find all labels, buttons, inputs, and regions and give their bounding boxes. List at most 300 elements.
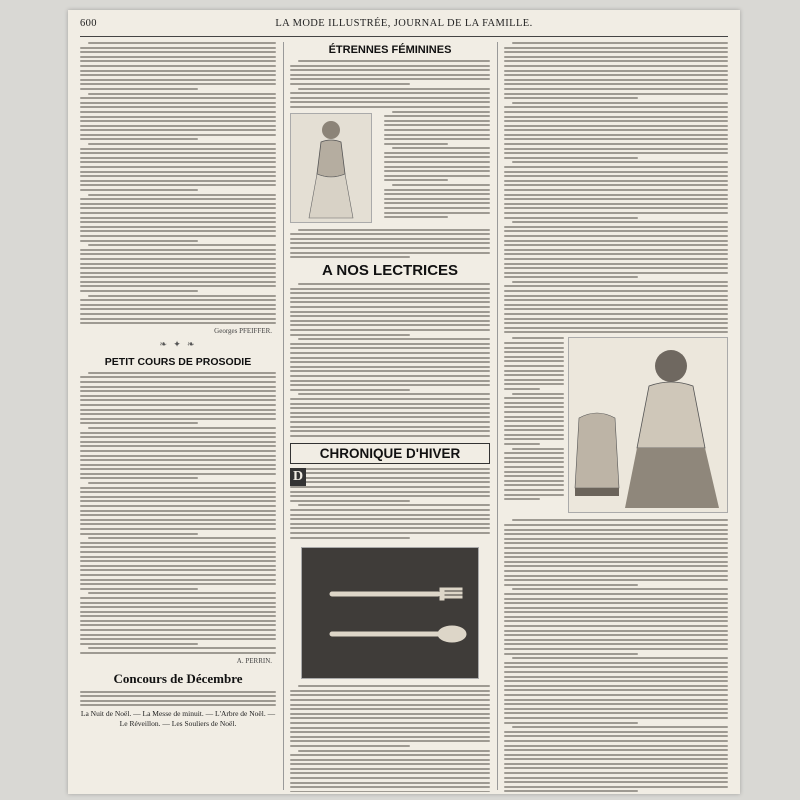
text-line	[504, 212, 728, 214]
text-line	[290, 527, 490, 529]
text-line	[504, 498, 540, 500]
text-line	[504, 570, 728, 572]
text-line	[80, 473, 276, 475]
text-line	[290, 518, 490, 520]
text-line	[80, 281, 276, 283]
text-line	[80, 56, 276, 58]
text-line	[504, 374, 564, 376]
text-line	[504, 189, 728, 191]
text-line	[290, 491, 490, 493]
text-line	[80, 496, 276, 498]
text-line	[80, 468, 276, 470]
text-line	[80, 166, 276, 168]
text-line	[504, 694, 728, 696]
text-line	[80, 285, 276, 287]
text-line	[290, 292, 490, 294]
text-line	[504, 79, 728, 81]
text-line	[80, 70, 276, 72]
text-line	[290, 509, 490, 511]
text-line	[504, 429, 564, 431]
text-line	[290, 256, 410, 258]
text-line	[504, 97, 638, 99]
text-line	[80, 318, 276, 320]
text-line	[80, 422, 198, 424]
text-line	[290, 727, 490, 729]
text-line	[80, 120, 276, 122]
text-line	[504, 533, 728, 535]
column-divider	[497, 42, 498, 790]
text-line	[504, 116, 728, 118]
text-line	[80, 615, 276, 617]
text-line	[80, 207, 276, 209]
text-line	[504, 671, 728, 673]
text-line	[290, 78, 490, 80]
text-line	[384, 143, 448, 145]
text-line	[290, 782, 490, 784]
text-line	[504, 249, 728, 251]
text-line	[80, 597, 276, 599]
text-line	[80, 505, 276, 507]
text-line	[504, 685, 728, 687]
text-line	[504, 717, 728, 719]
text-line	[290, 708, 490, 710]
text-line	[80, 395, 276, 397]
column-divider	[283, 42, 284, 790]
text-line	[504, 740, 728, 742]
text-line	[80, 116, 276, 118]
text-line	[80, 455, 276, 457]
text-line	[80, 464, 276, 466]
text-line	[80, 652, 276, 654]
text-line	[290, 486, 490, 488]
woman-corset-drawing	[291, 114, 371, 222]
text-line	[80, 695, 276, 697]
text-line	[290, 352, 490, 354]
page-number: 600	[80, 18, 97, 29]
text-line	[504, 494, 564, 496]
text-line	[504, 125, 728, 127]
text-line	[504, 434, 564, 436]
etrennes-figure-block	[290, 111, 490, 229]
text-line	[80, 152, 276, 154]
text-line	[290, 435, 490, 437]
text-line	[290, 740, 490, 742]
text-line	[504, 489, 564, 491]
text-line	[512, 393, 564, 395]
text-line	[504, 138, 728, 140]
text-line	[80, 556, 276, 558]
text-line	[80, 226, 276, 228]
text-line	[504, 575, 728, 577]
text-line	[80, 491, 276, 493]
article-text-etrennes	[290, 60, 490, 108]
text-line	[504, 602, 728, 604]
text-line	[80, 290, 198, 292]
text-line	[80, 602, 276, 604]
text-line	[504, 111, 728, 113]
text-line	[298, 338, 490, 340]
text-line	[88, 592, 276, 594]
text-line	[504, 547, 728, 549]
text-line	[290, 233, 490, 235]
text-line	[290, 329, 490, 331]
text-line	[80, 60, 276, 62]
text-line	[290, 403, 490, 405]
text-line	[80, 157, 276, 159]
text-line	[384, 124, 490, 126]
text-line	[504, 722, 638, 724]
text-line	[290, 74, 490, 76]
text-line	[80, 624, 276, 626]
text-line	[290, 375, 490, 377]
text-line	[504, 598, 728, 600]
text-line	[504, 207, 728, 209]
text-line	[80, 272, 276, 274]
text-line	[504, 313, 728, 315]
text-line	[504, 607, 728, 609]
text-line	[504, 318, 728, 320]
text-line	[80, 221, 276, 223]
text-line	[504, 304, 728, 306]
text-line	[504, 630, 728, 632]
text-line	[504, 593, 728, 595]
text-line	[80, 111, 276, 113]
text-line	[504, 194, 728, 196]
text-line	[504, 731, 728, 733]
article-text-lectrices	[290, 283, 490, 437]
journal-title: LA MODE ILLUSTRÉE, JOURNAL DE LA FAMILLE.	[275, 18, 533, 29]
text-line	[80, 459, 276, 461]
text-line	[290, 713, 490, 715]
article-signature: Georges PFEIFFER.	[214, 326, 272, 335]
text-line	[504, 680, 728, 682]
text-line	[504, 70, 728, 72]
text-line	[80, 308, 276, 310]
text-line	[290, 297, 490, 299]
text-line	[80, 83, 276, 85]
text-line	[504, 203, 728, 205]
text-line	[80, 161, 276, 163]
text-line	[504, 83, 728, 85]
text-line	[504, 611, 728, 613]
text-line	[80, 299, 276, 301]
text-line	[290, 380, 490, 382]
text-line	[290, 320, 490, 322]
text-line	[504, 171, 728, 173]
text-line	[504, 56, 728, 58]
text-line	[504, 276, 638, 278]
text-line	[80, 565, 276, 567]
text-line	[290, 745, 410, 747]
text-line	[80, 450, 276, 452]
text-line	[290, 398, 490, 400]
text-line	[80, 579, 276, 581]
text-line	[80, 65, 276, 67]
text-line	[504, 542, 728, 544]
text-line	[80, 700, 276, 702]
text-line	[512, 448, 564, 450]
text-line	[290, 472, 490, 474]
text-line	[504, 411, 564, 413]
text-line	[80, 606, 276, 608]
text-line	[80, 106, 276, 108]
text-line	[384, 134, 490, 136]
text-line	[290, 407, 490, 409]
text-line	[504, 648, 728, 650]
text-line	[504, 198, 728, 200]
text-line	[290, 101, 490, 103]
text-line	[80, 253, 276, 255]
text-line	[88, 244, 276, 246]
text-line	[384, 115, 490, 117]
text-line	[290, 777, 490, 779]
text-line	[504, 438, 564, 440]
section-title-etrennes: ÉTRENNES FÉMININES	[328, 44, 452, 56]
text-line	[298, 393, 490, 395]
col3-side-text	[504, 337, 564, 502]
text-line	[504, 360, 564, 362]
text-line	[80, 74, 276, 76]
text-line	[88, 427, 276, 429]
text-line	[80, 217, 276, 219]
text-line	[504, 616, 728, 618]
text-line	[504, 258, 728, 260]
text-line	[88, 537, 276, 539]
text-line	[290, 301, 490, 303]
text-line	[504, 157, 638, 159]
text-line	[80, 304, 276, 306]
text-line	[384, 202, 490, 204]
text-line	[384, 152, 490, 154]
text-line	[290, 357, 490, 359]
text-line	[504, 322, 728, 324]
text-line	[384, 156, 490, 158]
text-line	[80, 560, 276, 562]
text-line	[392, 184, 490, 186]
section-title-lectrices: A NOS LECTRICES	[321, 262, 459, 280]
text-line	[290, 347, 490, 349]
text-line	[80, 528, 276, 530]
text-line	[290, 717, 490, 719]
text-line	[504, 689, 728, 691]
text-line	[290, 759, 490, 761]
text-line	[384, 120, 490, 122]
text-line	[504, 263, 728, 265]
text-line	[504, 402, 564, 404]
text-line	[80, 230, 276, 232]
text-line	[80, 399, 276, 401]
text-line	[80, 583, 276, 585]
text-line	[504, 480, 564, 482]
text-line	[504, 397, 564, 399]
text-line	[88, 194, 276, 196]
text-line	[290, 384, 490, 386]
text-line	[290, 366, 490, 368]
text-line	[298, 750, 490, 752]
text-line	[504, 620, 728, 622]
text-line	[504, 240, 728, 242]
text-line	[504, 552, 728, 554]
text-line	[80, 267, 276, 269]
text-line	[504, 230, 728, 232]
text-line	[80, 436, 276, 438]
text-line	[80, 510, 276, 512]
text-line	[504, 712, 728, 714]
text-line	[80, 313, 276, 315]
text-line	[80, 376, 276, 378]
text-line	[80, 203, 276, 205]
text-line	[290, 477, 490, 479]
text-line	[80, 418, 276, 420]
text-line	[504, 388, 540, 390]
text-line	[298, 283, 490, 285]
text-line	[80, 533, 198, 535]
text-line	[504, 703, 728, 705]
text-line	[504, 60, 728, 62]
text-line	[80, 704, 276, 706]
text-line	[80, 519, 276, 521]
text-line	[384, 212, 490, 214]
fashion-figure-block	[504, 337, 728, 515]
text-line	[298, 468, 490, 470]
text-line	[290, 106, 490, 108]
text-line	[80, 386, 276, 388]
text-line	[290, 389, 410, 391]
text-line	[80, 47, 276, 49]
text-line	[290, 731, 490, 733]
text-line	[384, 216, 448, 218]
text-line	[290, 238, 490, 240]
text-line	[504, 370, 564, 372]
text-line	[504, 524, 728, 526]
text-line	[80, 102, 276, 104]
text-line	[298, 60, 490, 62]
text-line	[504, 584, 638, 586]
text-line	[298, 685, 490, 687]
text-line	[80, 138, 198, 140]
text-line	[504, 425, 564, 427]
drop-cap: D	[290, 468, 306, 486]
text-line	[80, 611, 276, 613]
text-line	[504, 561, 728, 563]
text-line	[384, 170, 490, 172]
text-line	[88, 93, 276, 95]
text-line	[384, 189, 490, 191]
text-line	[384, 198, 490, 200]
text-line	[80, 88, 198, 90]
text-line	[80, 79, 276, 81]
text-line	[290, 500, 410, 502]
text-line	[504, 763, 728, 765]
text-line	[80, 171, 276, 173]
text-line	[504, 244, 728, 246]
text-line	[504, 331, 728, 333]
text-line	[290, 65, 490, 67]
text-line	[504, 383, 564, 385]
text-line	[504, 166, 728, 168]
text-line	[504, 93, 728, 95]
fork-spoon-drawing	[302, 548, 478, 678]
text-line	[80, 175, 276, 177]
text-line	[290, 786, 490, 788]
text-line	[504, 556, 728, 558]
text-line	[290, 426, 490, 428]
text-line	[290, 311, 490, 313]
ornament-divider: ❧ ✦ ❧	[159, 338, 197, 349]
text-line	[80, 148, 276, 150]
text-line	[290, 704, 490, 706]
text-line	[512, 221, 728, 223]
section-title-petit-cours: PETIT COURS DE PROSODIE	[104, 355, 252, 368]
text-line	[512, 42, 728, 44]
text-line	[290, 324, 490, 326]
text-line	[80, 404, 276, 406]
text-line	[504, 699, 728, 701]
cutlery-illustration	[301, 547, 479, 679]
text-line	[504, 129, 728, 131]
text-line	[88, 295, 276, 297]
blouse-illustration	[568, 337, 728, 513]
text-line	[504, 484, 564, 486]
text-line	[504, 662, 728, 664]
text-line	[504, 443, 540, 445]
text-line	[80, 643, 198, 645]
text-line	[80, 180, 276, 182]
text-line	[80, 569, 276, 571]
column-2	[290, 42, 490, 792]
text-line	[504, 461, 564, 463]
text-line	[504, 180, 728, 182]
text-line	[504, 290, 728, 292]
text-line	[504, 457, 564, 459]
text-line	[290, 690, 490, 692]
text-line	[504, 406, 564, 408]
text-line	[384, 138, 490, 140]
text-line	[504, 643, 728, 645]
text-line	[80, 588, 198, 590]
text-line	[384, 193, 490, 195]
text-line	[504, 148, 728, 150]
text-line	[392, 147, 490, 149]
text-line	[384, 166, 490, 168]
text-line	[504, 538, 728, 540]
text-line	[290, 495, 490, 497]
text-line	[504, 781, 728, 783]
concours-intro	[80, 691, 276, 707]
blouse-drawing	[569, 338, 727, 512]
text-line	[504, 106, 728, 108]
text-line	[80, 638, 276, 640]
text-line	[504, 754, 728, 756]
text-line	[504, 625, 728, 627]
text-line	[290, 334, 410, 336]
text-line	[504, 639, 728, 641]
text-line	[504, 758, 728, 760]
text-line	[80, 441, 276, 443]
section-title-concours: Concours de Décembre	[113, 670, 243, 686]
article-text-prosodie	[80, 372, 276, 654]
text-line	[80, 129, 276, 131]
concours-subjects: La Nuit de Noël. — La Messe de minuit. — L'Arbre de Noël. — Le Réveillon. — Les Souliers de Noël.	[80, 709, 276, 728]
text-line	[80, 691, 276, 693]
column-3	[504, 42, 728, 792]
running-head	[80, 18, 728, 36]
text-line	[512, 726, 728, 728]
text-line	[392, 111, 490, 113]
header-rule	[80, 36, 728, 37]
text-line	[80, 235, 276, 237]
text-line	[290, 370, 490, 372]
